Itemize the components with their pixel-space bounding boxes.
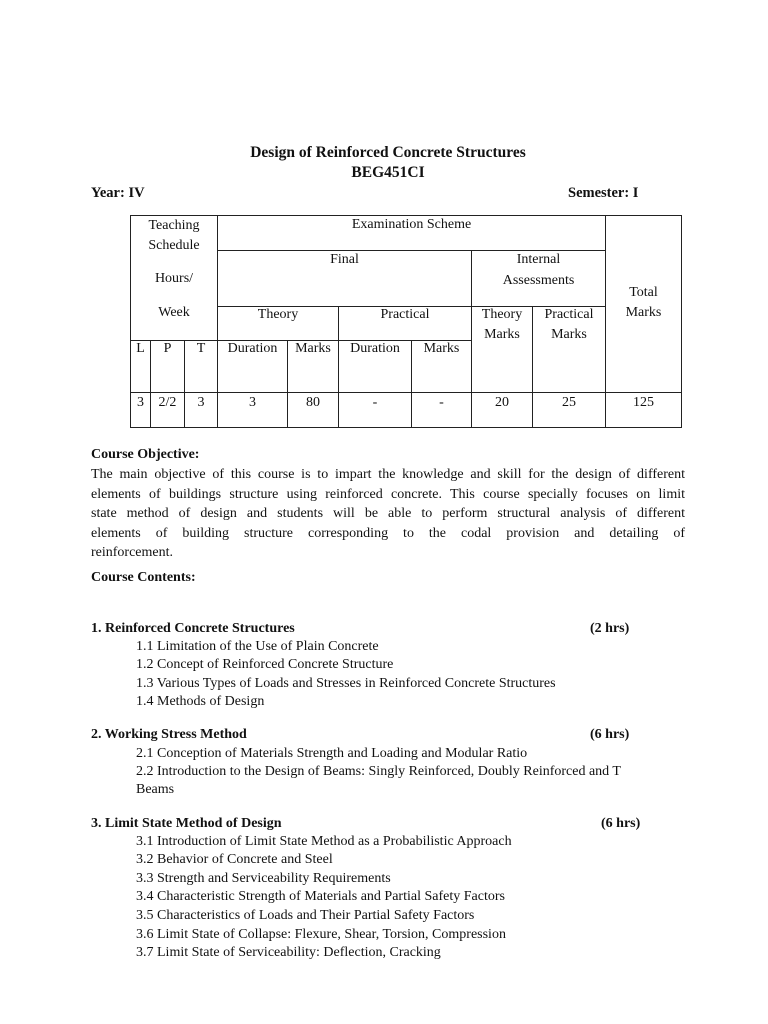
value-practical-duration: -	[372, 395, 378, 410]
practical-marks-subheader: Marks	[423, 341, 460, 356]
objective-paragraph	[91, 465, 685, 563]
list-item: 3.5 Characteristics of Loads and Their Partial Safety Factors	[136, 908, 475, 923]
objective-line: elements of building structure corresponding to the codal provision and detailing of	[91, 525, 685, 541]
col-l-header: L	[136, 341, 145, 356]
practical-marks-header-line1: Practical	[544, 307, 594, 322]
list-item: 3.6 Limit State of Collapse: Flexure, Shear, Torsion, Compression	[136, 927, 506, 942]
col-t-header: T	[196, 341, 206, 356]
hours-label: Hours/	[154, 271, 194, 286]
list-item: 1.4 Methods of Design	[136, 694, 265, 709]
col-p-header: P	[163, 341, 172, 356]
theory-marks-header-line1: Theory	[481, 307, 523, 322]
course-code: BEG451CI	[351, 164, 425, 181]
week-label: Week	[158, 305, 190, 320]
internal-header-line2: Assessments	[502, 273, 575, 288]
teaching-label: Teaching	[148, 218, 200, 233]
objective-line: state method of design and students will be able to perform structural analysis of different	[91, 506, 685, 521]
list-item: 3.3 Strength and Serviceability Requirements	[136, 871, 391, 886]
total-header-line1: Total	[629, 285, 658, 300]
course-title: Design of Reinforced Concrete Structures	[250, 144, 526, 161]
section-title: 3. Limit State Method of Design	[91, 816, 282, 831]
section-hours: (2 hrs)	[590, 621, 630, 636]
value-p: 2/2	[158, 395, 177, 410]
value-practical-marks: -	[439, 395, 444, 410]
section-hours: (6 hrs)	[601, 816, 641, 831]
semester-label: Semester: I	[568, 185, 639, 201]
objective-line: The main objective of this course is to impart the knowledge and skill for the design of different	[91, 467, 685, 482]
list-item: 1.2 Concept of Reinforced Concrete Structure	[136, 657, 394, 672]
value-theory-marks: 80	[306, 395, 320, 410]
schedule-label: Schedule	[148, 238, 200, 253]
objective-line: elements of buildings structure using reinforced concrete. This course specially focuses on limit	[91, 486, 685, 502]
value-l: 3	[137, 395, 144, 410]
list-item: 3.1 Introduction of Limit State Method as a Probabilistic Approach	[136, 834, 512, 849]
list-item: 2.2 Introduction to the Design of Beams: Singly Reinforced, Doubly Reinforced and T	[136, 764, 621, 779]
contents-heading: Course Contents:	[91, 570, 196, 585]
year-label: Year: IV	[91, 185, 145, 201]
list-item: 1.3 Various Types of Loads and Stresses in Reinforced Concrete Structures	[136, 676, 556, 691]
theory-marks-header-line2: Marks	[484, 327, 520, 342]
total-header-line2: Marks	[625, 305, 662, 320]
list-item: 3.2 Behavior of Concrete and Steel	[136, 852, 333, 867]
value-internal-practical: 25	[562, 395, 576, 410]
theory-header: Theory	[257, 307, 299, 322]
exam-scheme-header: Examination Scheme	[351, 217, 472, 232]
objective-heading: Course Objective:	[91, 447, 200, 462]
section-title: 2. Working Stress Method	[91, 727, 247, 742]
table-border-right	[681, 215, 682, 428]
value-t: 3	[197, 395, 205, 410]
list-item: 1.1 Limitation of the Use of Plain Concrete	[136, 639, 379, 654]
value-theory-duration: 3	[249, 395, 256, 410]
list-item: Beams	[136, 782, 175, 797]
list-item: 2.1 Conception of Materials Strength and Loading and Modular Ratio	[136, 746, 528, 761]
value-total: 125	[633, 395, 654, 410]
practical-header: Practical	[380, 307, 430, 322]
theory-duration-header: Duration	[227, 341, 278, 356]
table-border-bottom	[130, 427, 682, 428]
final-header: Final	[330, 252, 359, 267]
objective-line: reinforcement.	[91, 545, 174, 560]
list-item: 3.4 Characteristic Strength of Materials and Partial Safety Factors	[136, 889, 505, 904]
theory-marks-subheader: Marks	[295, 341, 331, 356]
practical-duration-header: Duration	[350, 341, 400, 356]
list-item: 3.7 Limit State of Serviceability: Deflection, Cracking	[136, 945, 441, 960]
section-title: 1. Reinforced Concrete Structures	[91, 621, 295, 636]
internal-header-line1: Internal	[516, 252, 561, 267]
practical-marks-header-line2: Marks	[551, 327, 587, 342]
section-hours: (6 hrs)	[590, 727, 630, 742]
value-internal-theory: 20	[495, 395, 509, 410]
